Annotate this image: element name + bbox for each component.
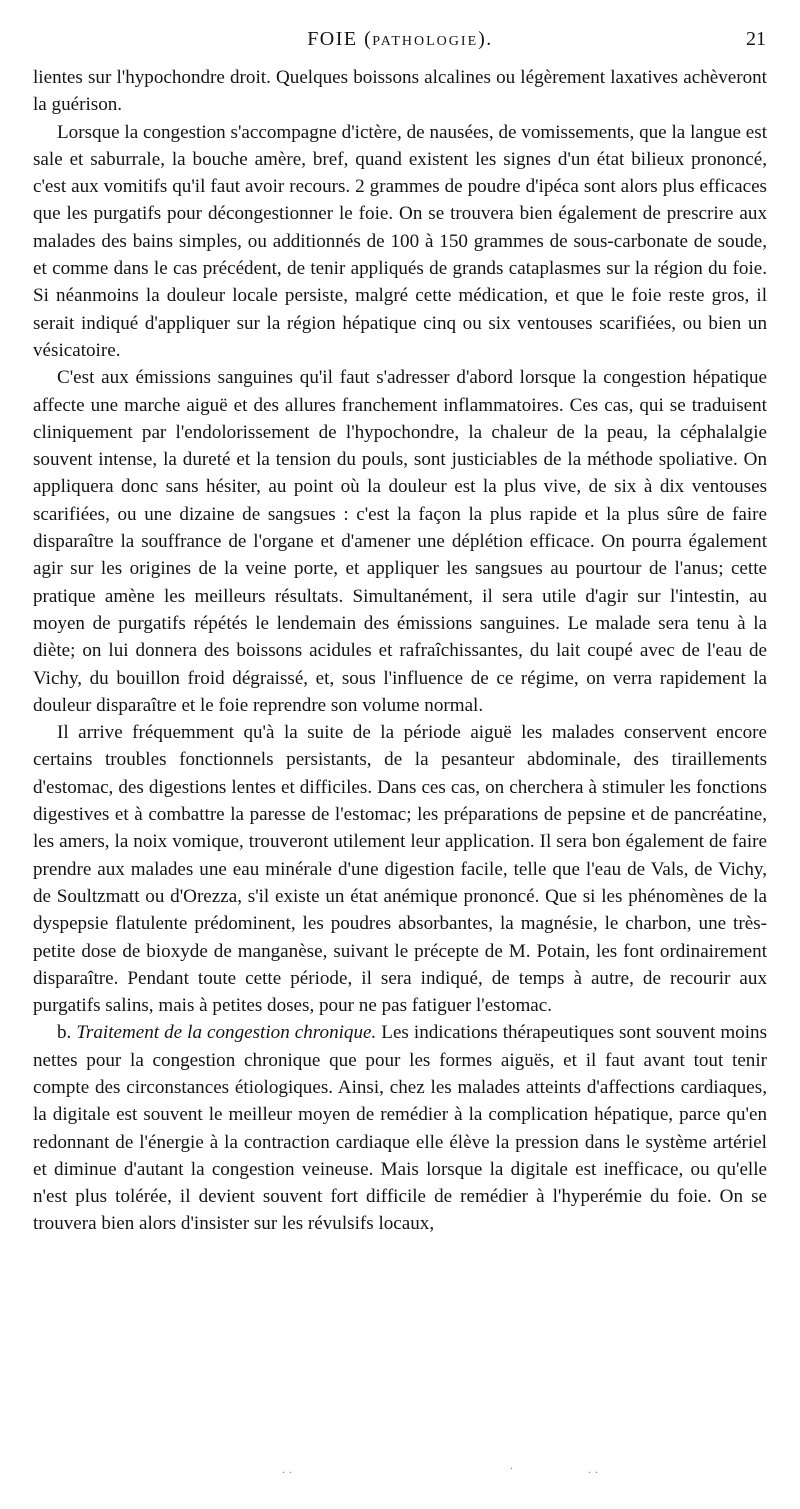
paragraph-chronic-congestion <box>33 1019 767 1237</box>
running-title-main: FOIE ( <box>307 28 373 50</box>
paragraph-continuation: lientes sur l'hypochondre droit. Quelques boissons alcalines ou légèrement laxatives achèveront la guérison. <box>33 67 767 116</box>
page-specks: .. . .. <box>282 1458 602 1476</box>
paragraph-acute-congestion: C'est aux émissions sanguines qu'il faut s'adresser d'abord lorsque la congestion hépatique affecte une marche aiguë et des allures franchement inflammatoires. Ces cas, qui se traduisent cliniquement par l'endolorissement de l'hypochondre, la chaleur de la peau, la céphalalgie souvent intense, la dureté et la tension du pouls, sont justiciables de la méthode spoliative. On appliquera donc sans hésiter, au point où la douleur est la plus vive, de six à dix ventouses scarifiées, ou une dizaine de sangsues : c'est la façon la plus rapide et la plus sûre de faire disparaître la souffrance de l'organe et d'amener une déplétion efficace. On pourra également agir sur les origines de la veine porte, et appliquer les sangsues au pourtour de l'anus; cette pratique amène les meilleurs résultats. Simultanément, il sera utile d'agir sur l'intestin, au moyen de purgatifs répétés le lendemain des émissions sanguines. Le malade sera tenu à la diète; on lui donnera des boissons acidules et rafraîchissantes, du lait coupé avec de l'eau de Vichy, du bouillon froid dégraissé, et, sous l'influence de ce régime, on verra rapidement la douleur disparaître et le foie reprendre son volume normal. <box>33 367 767 716</box>
running-title <box>32 28 768 51</box>
paragraph-after-acute-period: Il arrive fréquemment qu'à la suite de la période aiguë les malades conservent encore certains troubles fonctionnels persistants, de la pesanteur abdominale, des tiraillements d'estomac, des digestions lentes et difficiles. Dans ces cas, on cherchera à stimuler les fonctions digestives et à combattre la paresse de l'estomac; les préparations de pepsine et de pancréatine, les amers, la noix vomique, trouveront utilement leur application. Il sera bon également de faire prendre aux malades une eau minérale d'une digestion facile, telle que l'eau de Vals, de Vichy, de Soultzmatt ou d'Orezza, s'il existe un état anémique prononcé. Que si les phénomènes de la dyspepsie flatulente prédominent, les poudres absorbantes, la magnésie, le charbon, une très-petite dose de bioxyde de manganèse, suivant le précepte de M. Potain, les font ordinairement disparaître. Pendant toute cette période, il sera indiqué, de temps à autre, de recourir aux purgatifs salins, mais à petites doses, pour ne pas fatiguer l'estomac. <box>33 722 767 1017</box>
running-title-end: ). <box>478 28 493 50</box>
section-text: Les indications thérapeutiques sont souvent moins nettes pour la congestion chronique que pour les formes aiguës, et il faut avant tout tenir compte des circonstances étiologiques. Ainsi, chez les malades atteints d'affections cardiaques, la digitale est souvent le meilleur moyen de remédier à la complication hépatique, parce qu'en redonnant de l'énergie à la contraction cardiaque elle élève la pression dans le système artériel et diminue d'autant la congestion veineuse. Mais lorsque la digitale est inefficace, ou qu'elle n'est plus tolérée, il devient souvent fort difficile de remédier à l'hyperémie du foie. On se trouvera bien alors d'insister sur les révulsifs locaux, <box>33 1022 767 1235</box>
body-text <box>33 64 767 1238</box>
page-number: 21 <box>746 28 766 50</box>
running-title-subject: PATHOLOGIE <box>372 34 479 49</box>
paragraph-bilious-congestion: Lorsque la congestion s'accompagne d'ictère, de nausées, de vomissements, que la langue est sale et saburrale, la bouche amère, bref, quand existent les signes d'un état bilieux prononcé, c'est aux vomitifs qu'il faut avoir recours. 2 grammes de poudre d'ipéca sont alors plus efficaces que les purgatifs pour décongestionner le foie. On se trouvera bien également de prescrire aux malades des bains simples, ou additionnés de 100 à 150 grammes de sous-carbonate de soude, et comme dans le cas précédent, de tenir appliqués de grands cataplasmes sur la région du foie. Si néanmoins la douleur locale persiste, malgré cette médication, et que le foie reste gros, il serait indiqué d'appliquer sur la région hépatique cinq ou six ventouses scarifiées, ou bien un vésicatoire. <box>33 121 767 361</box>
section-label: b. <box>57 1022 72 1044</box>
section-heading: Traitement de la congestion chronique. <box>76 1022 377 1044</box>
running-header <box>32 28 768 58</box>
